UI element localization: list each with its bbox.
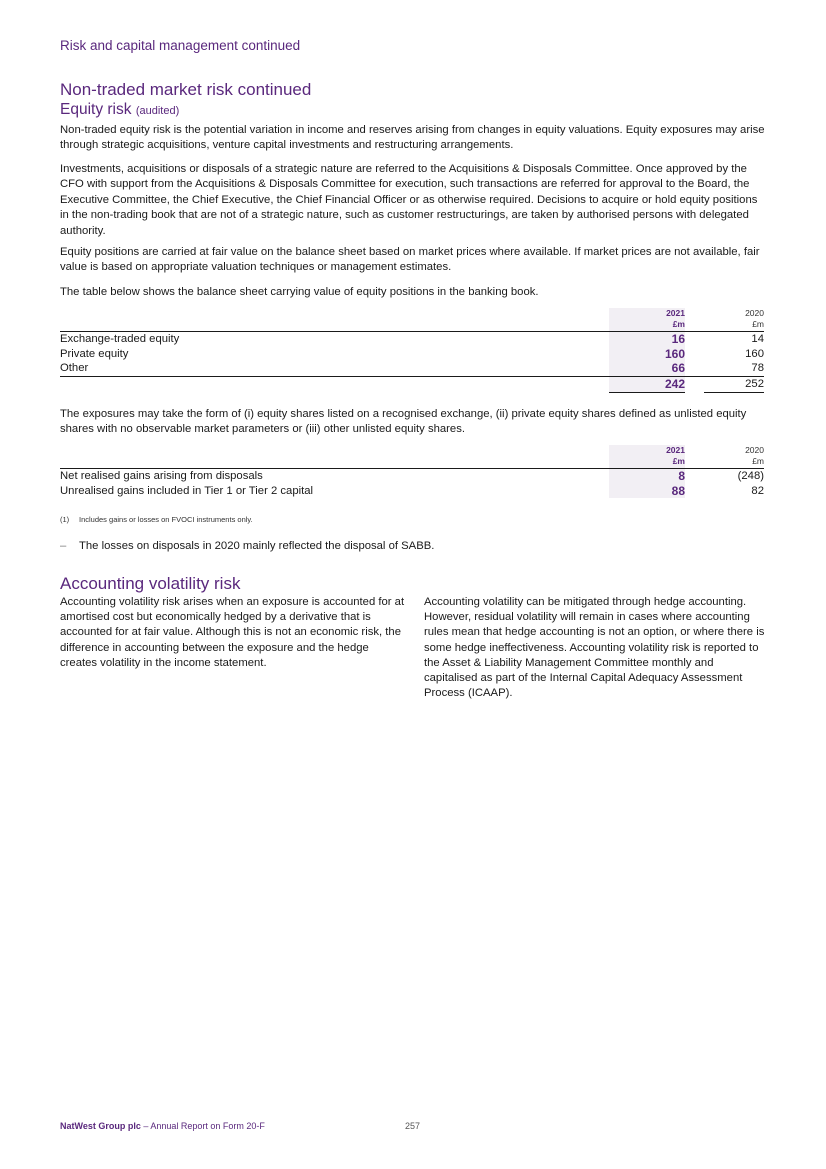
value-2021: 88 [609,484,685,499]
footnote-text: Includes gains or losses on FVOCI instruments only. [79,515,253,524]
row-label: Exchange-traded equity [60,333,180,345]
paragraph-2: Investments, acquisitions or disposals of a strategic nature are referred to the Acquisitions & Disposals Committee. Once approved by the CFO with support from the Acquisitions & Disposals Committee for execution, such transactions are referred for approval to the Board, the Executive Committee, the Chief Executive, the Chief Financial Officer or as otherwise required. Decisions to acquire or hold equity positions in the non-trading book that are not of a strategic nature, such as customer restructurings, are taken by authorised persons with delegated authority. [60,163,758,237]
value-2020: 160 [745,347,764,360]
table-row [60,361,764,377]
col-2020-unit: £m [752,456,764,466]
col-2020 [704,308,764,330]
paragraph-5: The exposures may take the form of (i) equity shares listed on a recognised exchange, (ii) private equity shares defined as unlisted equity shares with no observable market parameters or (iii) other unlisted equity shares. [60,408,747,436]
table-header [60,308,764,332]
value-2021: 160 [609,347,685,362]
col-2021-unit: £m [672,456,685,466]
subtitle [60,101,179,119]
value-2020: (248) [737,470,764,482]
section-title-accounting: Accounting volatility risk [60,574,241,593]
equity-table [60,308,764,392]
subtitle-text: Equity risk [60,101,132,118]
bullet-text: The losses on disposals in 2020 mainly reflected the disposal of SABB. [79,540,435,552]
footer-doc-title: Annual Report on Form 20-F [150,1121,265,1131]
col-2020-unit: £m [752,319,764,329]
table-row [60,469,764,484]
accounting-right-column: Accounting volatility can be mitigated through hedge accounting. However, residual volatility will remain in cases where accounting rules mean that hedge accounting is not an option, or where there is some hedge ineffectiveness. Accounting volatility risk is reported to the Asset & Liability Management Committee monthly and capitalised as part of the Internal Capital Adequacy Assessment Process (ICAAP). [424,596,765,700]
paragraph-3: Equity positions are carried at fair value on the balance sheet based on market prices where available. If market prices are not available, fair value is based on appropriate valuation techniques or management estimates. [60,246,760,274]
col-2021 [609,308,685,331]
gains-table [60,445,764,498]
table-row [60,484,764,499]
page-footer [60,1121,421,1131]
paragraph-4: The table below shows the balance sheet carrying value of equity positions in the banking book. [60,286,539,298]
value-2020: 82 [751,484,764,497]
col-2021-unit: £m [672,319,685,329]
value-2020: 14 [751,333,764,345]
footnote [60,515,253,524]
table-total-row [60,377,764,392]
subtitle-note: (audited) [135,105,180,117]
footer-separator: – [140,1121,151,1131]
col-2020-year: 2020 [745,445,764,455]
col-2020 [704,445,764,467]
section-header: Risk and capital management continued [60,38,301,53]
page-title: Non-traded market risk continued [60,80,312,99]
row-label: Private equity [60,347,129,360]
table-row [60,332,764,347]
row-label: Unrealised gains included in Tier 1 or Tier 2 capital [60,484,314,497]
col-2020-year: 2020 [745,308,764,318]
bullet-item [60,540,434,552]
value-2020: 78 [751,362,764,374]
total-2021: 242 [609,377,685,393]
paragraph-1: Non-traded equity risk is the potential variation in income and reserves arising from changes in equity valuations. Equity exposures may arise through strategic acquisitions, venture capital investments and restructuring arrangements. [60,124,765,152]
table-header [60,445,764,469]
accounting-left-column: Accounting volatility risk arises when an exposure is accounted for at amortised cost but economically hedged by a derivative that is accounted for at fair value. Although this is not an economic risk, the difference in accounting between the exposure and the hedge creates volatility in the income statement. [60,596,405,669]
row-label: Other [60,362,89,374]
bullet-dash: – [60,540,67,552]
col-2021 [609,445,685,468]
footnote-number: (1) [60,515,70,524]
footer-brand: NatWest Group plc [60,1121,141,1131]
total-2020: 252 [704,377,764,393]
value-2021: 16 [609,332,685,347]
col-2021-year: 2021 [666,308,685,318]
value-2021: 8 [609,469,685,484]
row-label: Net realised gains arising from disposals [60,470,263,482]
value-2021: 66 [609,361,685,376]
col-2021-year: 2021 [666,445,685,455]
table-row [60,347,764,362]
page-number: 257 [405,1121,421,1131]
